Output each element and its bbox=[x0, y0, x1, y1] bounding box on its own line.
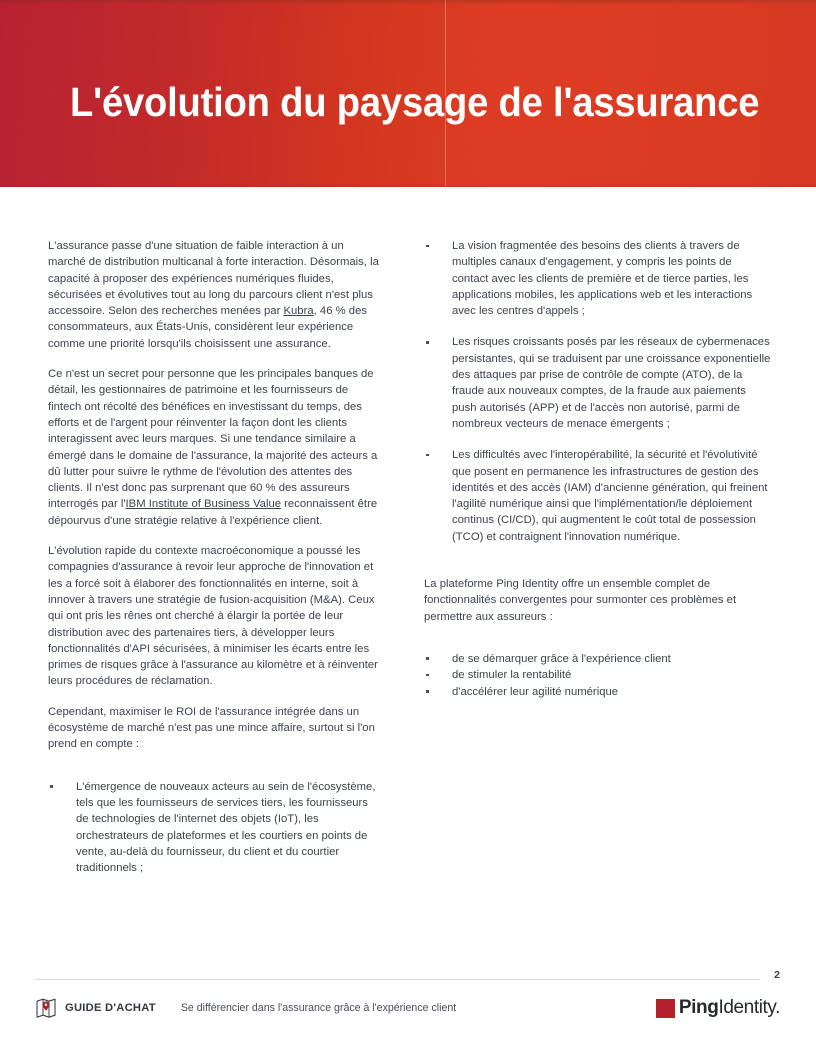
list-item-text: d'accélérer leur agilité numérique bbox=[452, 685, 619, 698]
ibm-institute-of-business-value-link[interactable]: IBM Institute of Business Value bbox=[125, 498, 282, 511]
guide-label: GUIDE D'ACHAT bbox=[65, 1001, 156, 1014]
paragraph-1 bbox=[48, 238, 383, 352]
page-header-banner bbox=[0, 0, 816, 187]
footer-divider bbox=[36, 979, 760, 980]
footer-guide-group bbox=[36, 997, 456, 1018]
list-item-text: de stimuler la rentabilité bbox=[452, 669, 572, 682]
page-footer bbox=[0, 957, 816, 1056]
ping-identity-logo bbox=[656, 997, 780, 1019]
closing-paragraph: La plateforme Ping Identity offre un ensemble complet de fonctionnalités convergentes pour surmonter ces problèmes et permettre aux assureurs : bbox=[424, 578, 737, 623]
list-item bbox=[424, 238, 771, 319]
list-item bbox=[48, 779, 383, 877]
list-item-text: La vision fragmentée des besoins des clients à travers de multiples canaux d'engagement, y compris les points de contact avec les clients de première et de tierce parties, les applications mobiles, les applications web et les interactions avec les centres d'appels ; bbox=[452, 240, 753, 318]
list-item bbox=[424, 334, 771, 432]
list-item-text: Les difficultés avec l'interopérabilité, la sécurité et l'évolutivité que posent en permanence les infrastructures de gestion des identités et des accès (IAM) d'ancienne génération, qui freinent l'agilité numérique ainsi que l'implémentation/le déploiement continus (CI/CD), qui augmentent le coût total de possession (TCO) et contraignent l'innovation numérique. bbox=[452, 449, 768, 543]
brand-name-identity: Identity. bbox=[718, 997, 780, 1018]
right-column bbox=[424, 238, 771, 700]
paragraph-4: Cependant, maximiser le ROI de l'assurance intégrée dans un écosystème de marché n'est pas une mince affaire, surtout si l'on prend en compte : bbox=[48, 705, 375, 751]
map-icon bbox=[36, 997, 56, 1018]
list-item-text: de se démarquer grâce à l'expérience client bbox=[452, 652, 671, 665]
paragraph-2 bbox=[48, 366, 383, 529]
list-item bbox=[424, 684, 771, 700]
closing-paragraph-spacer bbox=[424, 560, 771, 576]
left-bullet-list bbox=[48, 779, 383, 877]
ping-logo-square-icon bbox=[656, 999, 675, 1018]
list-item bbox=[424, 667, 771, 683]
paragraph-2-text-before-link: Ce n'est un secret pour personne que les principales banques de détail, les gestionnaires de patrimoine et les fournisseurs de fintech ont récolté des bénéfices en investissant du temps, des efforts et de l'argent pour réinventer la façon dont les clients interagissent avec leurs marques. Si une tendance similaire a émergé dans le domaine de l'assurance, la majorité des acteurs a dû lutter pour suivre le rythme de l'évolution des attentes des clients. Il n'est donc pas surprenant que 60 % des assureurs interrogés par l' bbox=[48, 368, 378, 511]
list-item bbox=[424, 447, 771, 545]
left-column bbox=[48, 238, 383, 891]
paragraph-1-text-before-link: L'assurance passe d'une situation de faible interaction à un marché de distribution multicanal à forte interaction. Désormais, la capacité à proposer des expériences numériques fluides, sécurisées et évolutives tout au long du parcours client n'est plus accessoire. Selon des recherches menées par bbox=[48, 240, 379, 318]
footer-tagline: Se différencier dans l'assurance grâce à l'expérience client bbox=[180, 1001, 457, 1014]
kubra-link[interactable]: Kubra bbox=[283, 305, 314, 318]
list-item-text: L'émergence de nouveaux acteurs au sein de l'écosystème, tels que les fournisseurs de services tiers, les fournisseurs de technologies de l'internet des objets (IoT), les orchestrateurs de plateformes et les courtiers en points de vente, au-delà du fournisseur, du client et du courtier traditionnels ; bbox=[76, 780, 376, 875]
list-item bbox=[424, 651, 771, 667]
closing-bullet-list bbox=[424, 651, 771, 700]
right-bullet-list bbox=[424, 238, 771, 545]
left-bullets-spacer bbox=[48, 767, 383, 779]
paragraph-3: L'évolution rapide du contexte macroéconomique a poussé les compagnies d'assurance à revoir leur approche de l'innovation et les a forcé soit à élaborer des fonctionnalités en interne, soit à innover à travers une stratégie de fusion-acquisition (M&A). Ceux qui ont pris les rênes ont cherché à élargir la portée de leur distribution avec des partenaires tiers, à développer leurs fonctionnalités d'API sécurisées, à minimiser les écarts entre les primes de risques grâce à l'assurance au kilomètre et à réinventer leurs procédures de réclamation. bbox=[48, 545, 378, 688]
brand-name-ping: Ping bbox=[678, 997, 719, 1018]
page-title: L'évolution du paysage de l'assurance bbox=[70, 79, 760, 125]
closing-bullets-spacer bbox=[424, 639, 771, 651]
paragraph-1-text-after-link: , 46 % des consommateurs, aux États-Unis, considèrent leur expérience comme une priorité lorsqu'ils choisissent une assurance. bbox=[48, 305, 368, 350]
list-item-text: Les risques croissants posés par les réseaux de cybermenaces persistantes, qui se traduisent par une croissance exponentielle des attaques par prise de contrôle de compte (ATO), de la fraude aux nouveaux comptes, de la fraude aux paiements push autorisés (APP) et de l'accès non autorisé, parmi de nombreux vecteurs de menace émergents ; bbox=[452, 336, 771, 430]
page-number: 2 bbox=[774, 969, 780, 981]
page-content bbox=[0, 187, 816, 957]
paragraph-2-text-after-link: reconnaissent être dépourvus d'une stratégie relative à l'expérience client. bbox=[48, 498, 378, 527]
banner-top-shade bbox=[0, 0, 816, 5]
